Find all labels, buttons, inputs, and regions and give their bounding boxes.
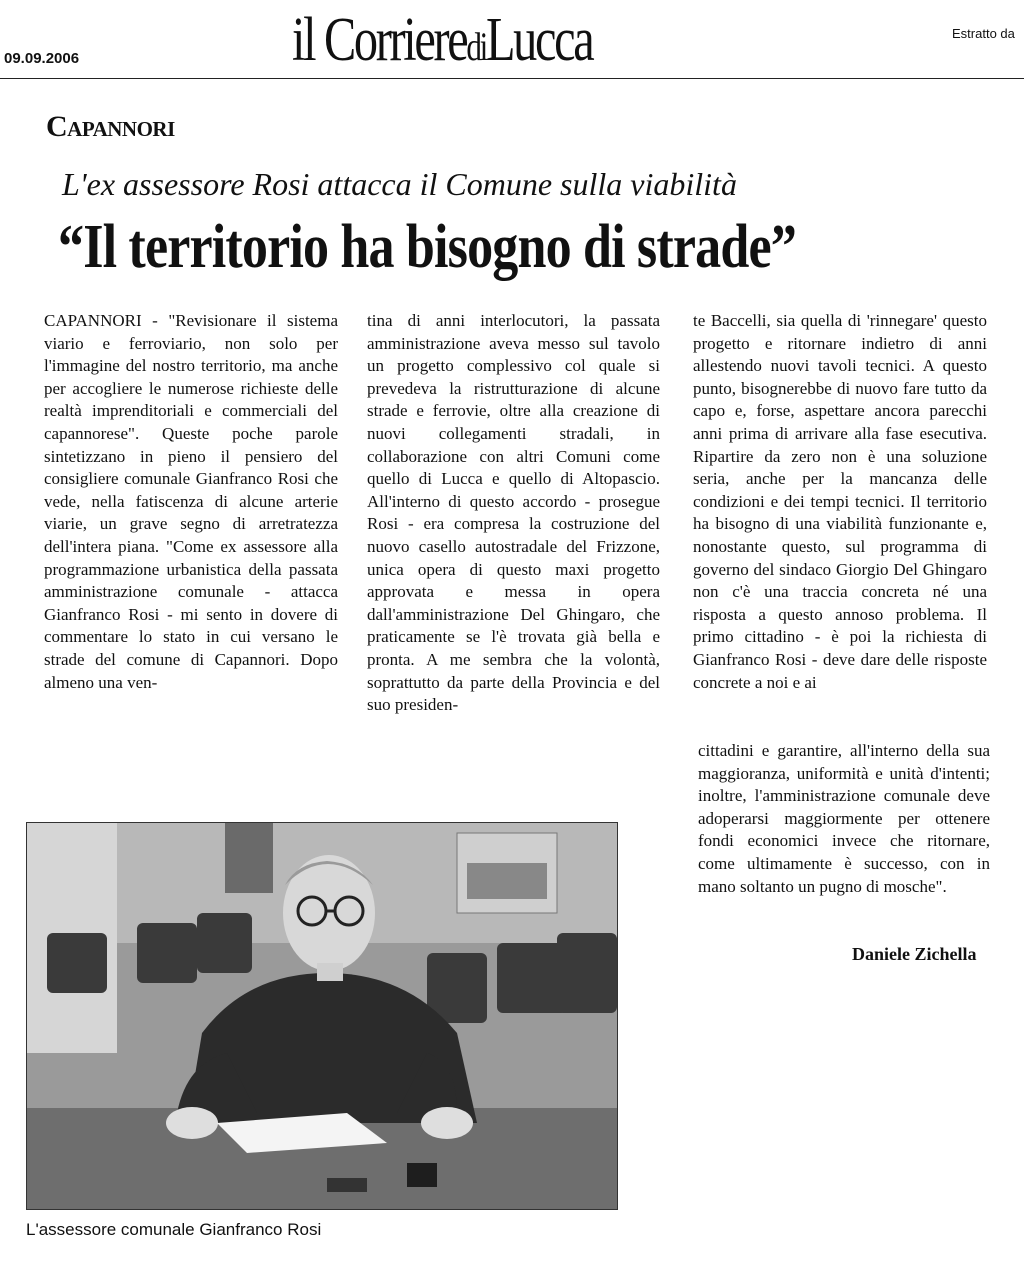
photo-caption: L'assessore comunale Gianfranco Rosi xyxy=(26,1220,322,1239)
newspaper-masthead xyxy=(292,2,592,85)
header-divider xyxy=(0,78,1024,79)
masthead-corriere: Corriere xyxy=(323,6,467,74)
column-3-text: te Baccelli, sia quella di 'rinnegare' questo progetto e ritornare indietro di anni allestendo nuovi tavoli tecnici. A questo punto, bisognerebbe di nuovo fare tutto da capo e, forse, aspettare ancora parecchi anni prima di arrivare alla fase esecutiva. Ripartire da zero non è una soluzione seria, anche per la mancanza delle condizioni e dei tempi tecnici. Il territorio ha bisogno di una viabilità funzionante e, nonostante questo, sul programma di governo del sindaco Giorgio Del Ghingaro non c'è una traccia concreta né una risposta a questo annoso problema. Il primo cittadino - è poi la richiesta di Gianfranco Rosi - deve dare delle risposte concrete a noi e ai xyxy=(693,311,987,692)
column-4-text: cittadini e garantire, all'interno della sua maggioranza, uniformità e unità d'intenti; inoltre, l'amministrazione comunale deve adoperarsi maggiormente per ottenere fondi economici invece che ritornare, come ultimamente è successo, con in mano soltanto un pugno di mosche". xyxy=(698,741,990,896)
article-byline: Daniele Zichella xyxy=(852,944,977,964)
article-column-2 xyxy=(367,310,660,717)
column-1-text: CAPANNORI - "Revisionare il sistema viario e ferroviario, non solo per l'immagine del nostro territorio, ma anche per accogliere le numerose richieste delle realtà imprenditoriali e commerciali del capannorese". Queste poche parole sintetizzano in pieno il pensiero del consigliere comunale Gianfranco Rosi che vede, nella fatiscenza di alcune arterie viarie, un grave segno di arretratezza dell'intera piana. "Come ex assessore alla programmazione urbanistica della passata amministrazione comunale - attacca Gianfranco Rosi - mi sento in dovere di commentare lo stato in cui versano le strade del comune di Capannori. Dopo almeno una ven- xyxy=(44,311,338,692)
masthead-lucca: Lucca xyxy=(485,6,593,74)
article-column-3 xyxy=(693,310,987,694)
photo-illustration xyxy=(27,823,617,1209)
section-title: Capannori xyxy=(46,110,175,143)
article-column-1 xyxy=(44,310,338,694)
article-photo xyxy=(26,822,618,1210)
column-2-text: tina di anni interlocutori, la passata amministrazione aveva messo sul tavolo un progetto complessivo col quale si prevedeva la ristrutturazione di alcune strade e ferrovie, oltre alla creazione di nuovi collegamenti stradali, in collaborazione con altri Comuni come quello di Lucca e quello di Altopascio. All'interno di questo accordo - prosegue Rosi - era compresa la costruzione del nuovo casello autostradale del Frizzone, unica opera di questo maxi progetto approvata e messa in opera dall'amministrazione Del Ghingaro, che praticamente se l'è trovata già bella e pronta. A me sembra che la volontà, soprattutto da parte della Provincia e del suo presiden- xyxy=(367,311,660,715)
publication-date: 09.09.2006 xyxy=(4,50,80,67)
estratto-label: Estratto da xyxy=(952,26,1015,41)
masthead-di: di xyxy=(466,24,486,69)
article-column-4 xyxy=(698,740,990,898)
article-headline: “Il territorio ha bisogno di strade” xyxy=(58,213,796,281)
masthead-il: il xyxy=(292,6,315,74)
article-kicker: L'ex assessore Rosi attacca il Comune sulla viabilità xyxy=(62,166,737,202)
